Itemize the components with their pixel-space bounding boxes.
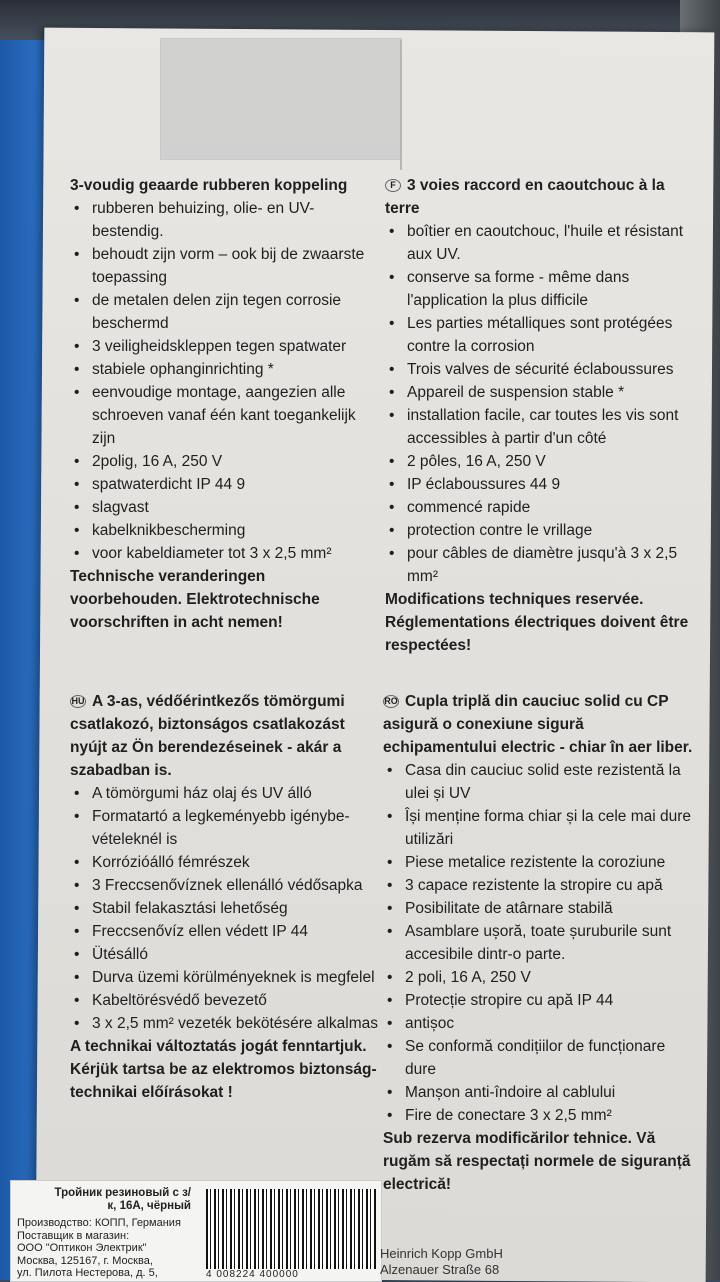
hungarian-item: • A tömörgumi ház olaj és UV álló	[70, 782, 380, 805]
french-item: • commencé rapide	[385, 496, 695, 519]
sticker-line: Москва, 125167, г. Москва,	[17, 1254, 153, 1267]
french-item: • installation facile, car toutes les vis sont accessibles à partir d'un côté	[385, 404, 695, 450]
sticker-title: Тройник резиновый с з/к, 16А, чёрный	[54, 1187, 191, 1212]
hungarian-item: • Korrózióálló fémrészek	[70, 851, 380, 874]
dutch-item: • slagvast	[70, 496, 375, 519]
dutch-item: • eenvoudige montage, aangezien alle schroeven vanaf één kant toegankelijk zijn	[70, 381, 375, 450]
romanian-item: • Fire de conectare 3 x 2,5 mm²	[383, 1104, 698, 1127]
hungarian-item: • 3 x 2,5 mm² vezeték bekötésére alkalmas	[70, 1012, 380, 1035]
french-item: • protection contre le vrillage	[385, 519, 695, 542]
dutch-item: • 2polig, 16 A, 250 V	[70, 450, 375, 473]
romanian-note: Sub rezerva modificărilor tehnice. Vă rugăm să respectați normele de siguranță electrică!	[383, 1130, 691, 1193]
french-item: • conserve sa forme - même dans l'application la plus difficile	[385, 266, 695, 312]
hungarian-title	[70, 690, 380, 782]
dutch-title: 3-voudig geaarde rubberen koppeling	[70, 177, 348, 194]
hungarian-item: • 3 Freccsenővíznek ellenálló védősapka	[70, 874, 380, 897]
french-language-badge: F	[385, 179, 401, 192]
dutch-item: • behoudt zijn vorm – ook bij de zwaarste toepassing	[70, 243, 375, 289]
french-note: Modifications techniques reservée. Réglementations électriques doivent être respectées!	[385, 591, 689, 654]
dutch-section	[70, 174, 375, 634]
tape-strip	[160, 38, 402, 160]
sticker-line: ООО "Оптикон Электрик"	[17, 1242, 147, 1254]
hungarian-item: • Stabil felakasztási lehetőség	[70, 897, 380, 920]
dutch-item: • spatwaterdicht IP 44 9	[70, 473, 375, 496]
french-item: • Trois valves de sécurité éclaboussures	[385, 358, 695, 381]
company-street: Alzenauer Straße 68	[380, 1262, 500, 1277]
french-item: • pour câbles de diamètre jusqu'à 3 x 2,5 mm²	[385, 542, 695, 588]
french-item: • 2 pôles, 16 A, 250 V	[385, 450, 695, 473]
sticker-line: Поставщик в магазин:	[17, 1229, 130, 1242]
hungarian-section	[70, 690, 380, 1104]
romanian-title-text: Cupla triplă din cauciuc solid cu CP asigură o conexiune sigură echipamentului electric - chiar în aer liber.	[383, 693, 693, 756]
box-flap-seam	[400, 40, 402, 170]
company-name: Heinrich Kopp GmbH	[380, 1246, 503, 1261]
dutch-item: • kabelknikbescherming	[70, 519, 375, 542]
french-item: • Les parties métalliques sont protégées contre la corrosion	[385, 312, 695, 358]
sticker-line: ул. Пилота Нестерова, д. 5,	[17, 1267, 158, 1279]
romanian-item: • 2 poli, 16 A, 250 V	[383, 966, 698, 989]
dutch-item: • 3 veiligheidskleppen tegen spatwater	[70, 335, 375, 358]
barcode	[206, 1189, 376, 1269]
sticker-line: Производство: КОПП, Германия	[17, 1217, 181, 1229]
romanian-language-badge: RO	[384, 696, 398, 707]
romanian-item: • 3 capace rezistente la stropire cu apă	[383, 874, 698, 897]
romanian-item: • Își menține forma chiar și la cele mai dure utilizări	[383, 805, 698, 851]
french-title-text: 3 voies raccord en caoutchouc à la terre	[385, 177, 665, 217]
hungarian-note: A technikai változtatás jogát fenntartjuk. Kérjük tartsa be az elektromos biztonság-technikai előírásokat !	[70, 1038, 377, 1101]
french-title	[385, 174, 695, 220]
romanian-item: • Posibilitate de atârnare stabilă	[383, 897, 698, 920]
sticker-address	[17, 1217, 207, 1280]
hungarian-item: • Freccsenővíz ellen védett IP 44	[70, 920, 380, 943]
french-section	[385, 174, 695, 657]
romanian-item: • antișoc	[383, 1012, 698, 1035]
french-item: • IP éclaboussures 44 9	[385, 473, 695, 496]
dutch-item: • de metalen delen zijn tegen corrosie beschermd	[70, 289, 375, 335]
romanian-item: • Asamblare ușoră, toate șuruburile sunt accesibile dintr-o parte.	[383, 920, 698, 966]
hungarian-item: • Durva üzemi körülményeknek is megfelel	[70, 966, 380, 989]
dutch-item: • voor kabeldiameter tot 3 x 2,5 mm²	[70, 542, 375, 565]
hungarian-item: • Kabeltörésvédő bevezető	[70, 989, 380, 1012]
romanian-item: • Piese metalice rezistente la coroziune	[383, 851, 698, 874]
romanian-item: • Protecție stropire cu apă IP 44	[383, 989, 698, 1012]
romanian-item: • Se conformă condițiilor de funcționare dure	[383, 1035, 698, 1081]
romanian-item: • Manșon anti-îndoire al cablului	[383, 1081, 698, 1104]
french-item: • boîtier en caoutchouc, l'huile et résistant aux UV.	[385, 220, 695, 266]
french-item: • Appareil de suspension stable *	[385, 381, 695, 404]
hungarian-language-badge: HU	[71, 696, 85, 707]
manufacturer-address	[380, 1246, 503, 1278]
hungarian-title-text: A 3-as, védőérintkezős tömörgumi csatlakozó, biztonságos csatlakozást nyújt az Ön berendezéseinek - akár a szabadban is.	[70, 693, 345, 779]
barcode-number: 4 008224 400000	[206, 1269, 299, 1280]
dutch-item: • rubberen behuizing, olie- en UV-bestendig.	[70, 197, 375, 243]
romanian-title	[383, 690, 698, 759]
hungarian-item: • Ütésálló	[70, 943, 380, 966]
dutch-note: Technische veranderingen voorbehouden. Elektrotechnische voorschriften in acht nemen!	[70, 568, 320, 631]
romanian-section	[383, 690, 698, 1196]
dutch-item: • stabiele ophanginrichting *	[70, 358, 375, 381]
russian-label-sticker	[10, 1180, 382, 1282]
hungarian-item: • Formatartó a legkeményebb igénybe-vételeknél is	[70, 805, 380, 851]
romanian-item: • Casa din cauciuc solid este rezistentă la ulei și UV	[383, 759, 698, 805]
